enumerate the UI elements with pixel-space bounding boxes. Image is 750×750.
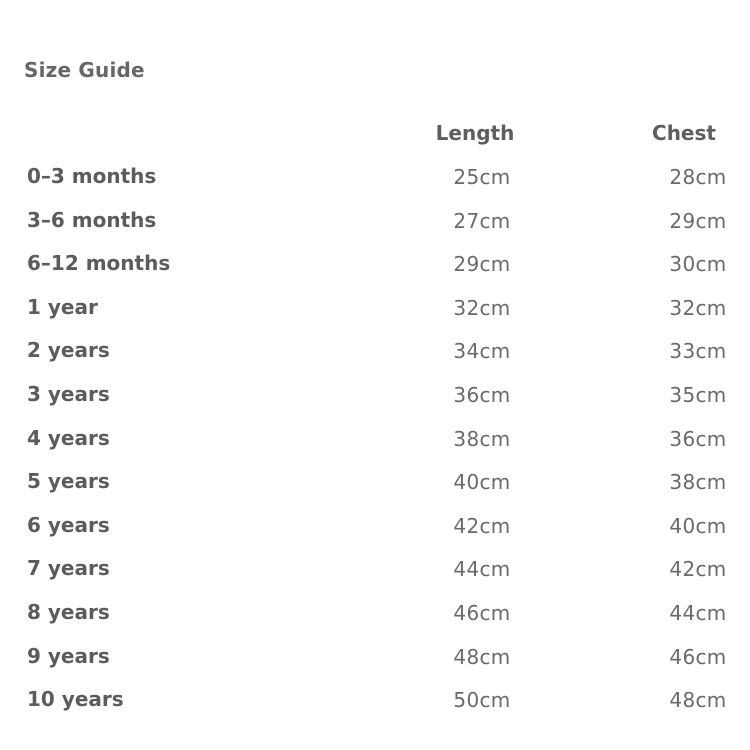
- chest-value: 32cm: [669, 295, 727, 320]
- length-value: 46cm: [453, 600, 511, 625]
- table-row: [0, 635, 750, 679]
- size-label: 6–12 months: [27, 251, 171, 276]
- table-row: [0, 199, 750, 243]
- size-label: 3–6 months: [27, 207, 157, 232]
- length-value: 25cm: [453, 165, 511, 189]
- page-title: Size Guide: [24, 58, 145, 82]
- table-row: [0, 155, 750, 199]
- size-table: [0, 155, 750, 722]
- length-value: 36cm: [453, 382, 511, 407]
- size-label: 6 years: [27, 512, 110, 537]
- table-row: [0, 547, 750, 591]
- chest-value: 44cm: [669, 600, 727, 625]
- length-value: 50cm: [453, 688, 511, 713]
- size-label: 1 year: [27, 294, 98, 319]
- table-row: [0, 329, 750, 373]
- length-value: 48cm: [453, 644, 511, 669]
- size-label: 5 years: [27, 469, 110, 494]
- chest-value: 28cm: [669, 165, 727, 189]
- table-row: [0, 286, 750, 330]
- size-label: 7 years: [27, 556, 110, 581]
- size-label: 2 years: [27, 338, 110, 363]
- table-row: [0, 504, 750, 548]
- length-value: 32cm: [453, 295, 511, 320]
- chest-value: 42cm: [669, 557, 727, 582]
- length-value: 38cm: [453, 426, 511, 451]
- chest-value: 33cm: [669, 339, 727, 364]
- table-row: [0, 373, 750, 417]
- table-row: [0, 678, 750, 722]
- chest-value: 30cm: [669, 252, 727, 277]
- chest-value: 38cm: [669, 470, 727, 495]
- table-row: [0, 242, 750, 286]
- table-row: [0, 591, 750, 635]
- chest-value: 48cm: [669, 688, 727, 713]
- size-label: 9 years: [27, 643, 110, 668]
- chest-value: 29cm: [669, 208, 727, 233]
- column-header-length: Length: [435, 121, 515, 145]
- size-label: 10 years: [27, 687, 124, 712]
- size-label: 4 years: [27, 425, 110, 450]
- table-row: [0, 460, 750, 504]
- length-value: 44cm: [453, 557, 511, 582]
- size-label: 0–3 months: [27, 164, 157, 188]
- chest-value: 35cm: [669, 382, 727, 407]
- size-label: 3 years: [27, 381, 110, 406]
- size-label: 8 years: [27, 599, 110, 624]
- chest-value: 36cm: [669, 426, 727, 451]
- length-value: 40cm: [453, 470, 511, 495]
- column-header-chest: Chest: [652, 121, 716, 145]
- length-value: 34cm: [453, 339, 511, 364]
- chest-value: 40cm: [669, 513, 727, 538]
- table-row: [0, 417, 750, 461]
- chest-value: 46cm: [669, 644, 727, 669]
- length-value: 27cm: [453, 208, 511, 233]
- length-value: 29cm: [453, 252, 511, 277]
- length-value: 42cm: [453, 513, 511, 538]
